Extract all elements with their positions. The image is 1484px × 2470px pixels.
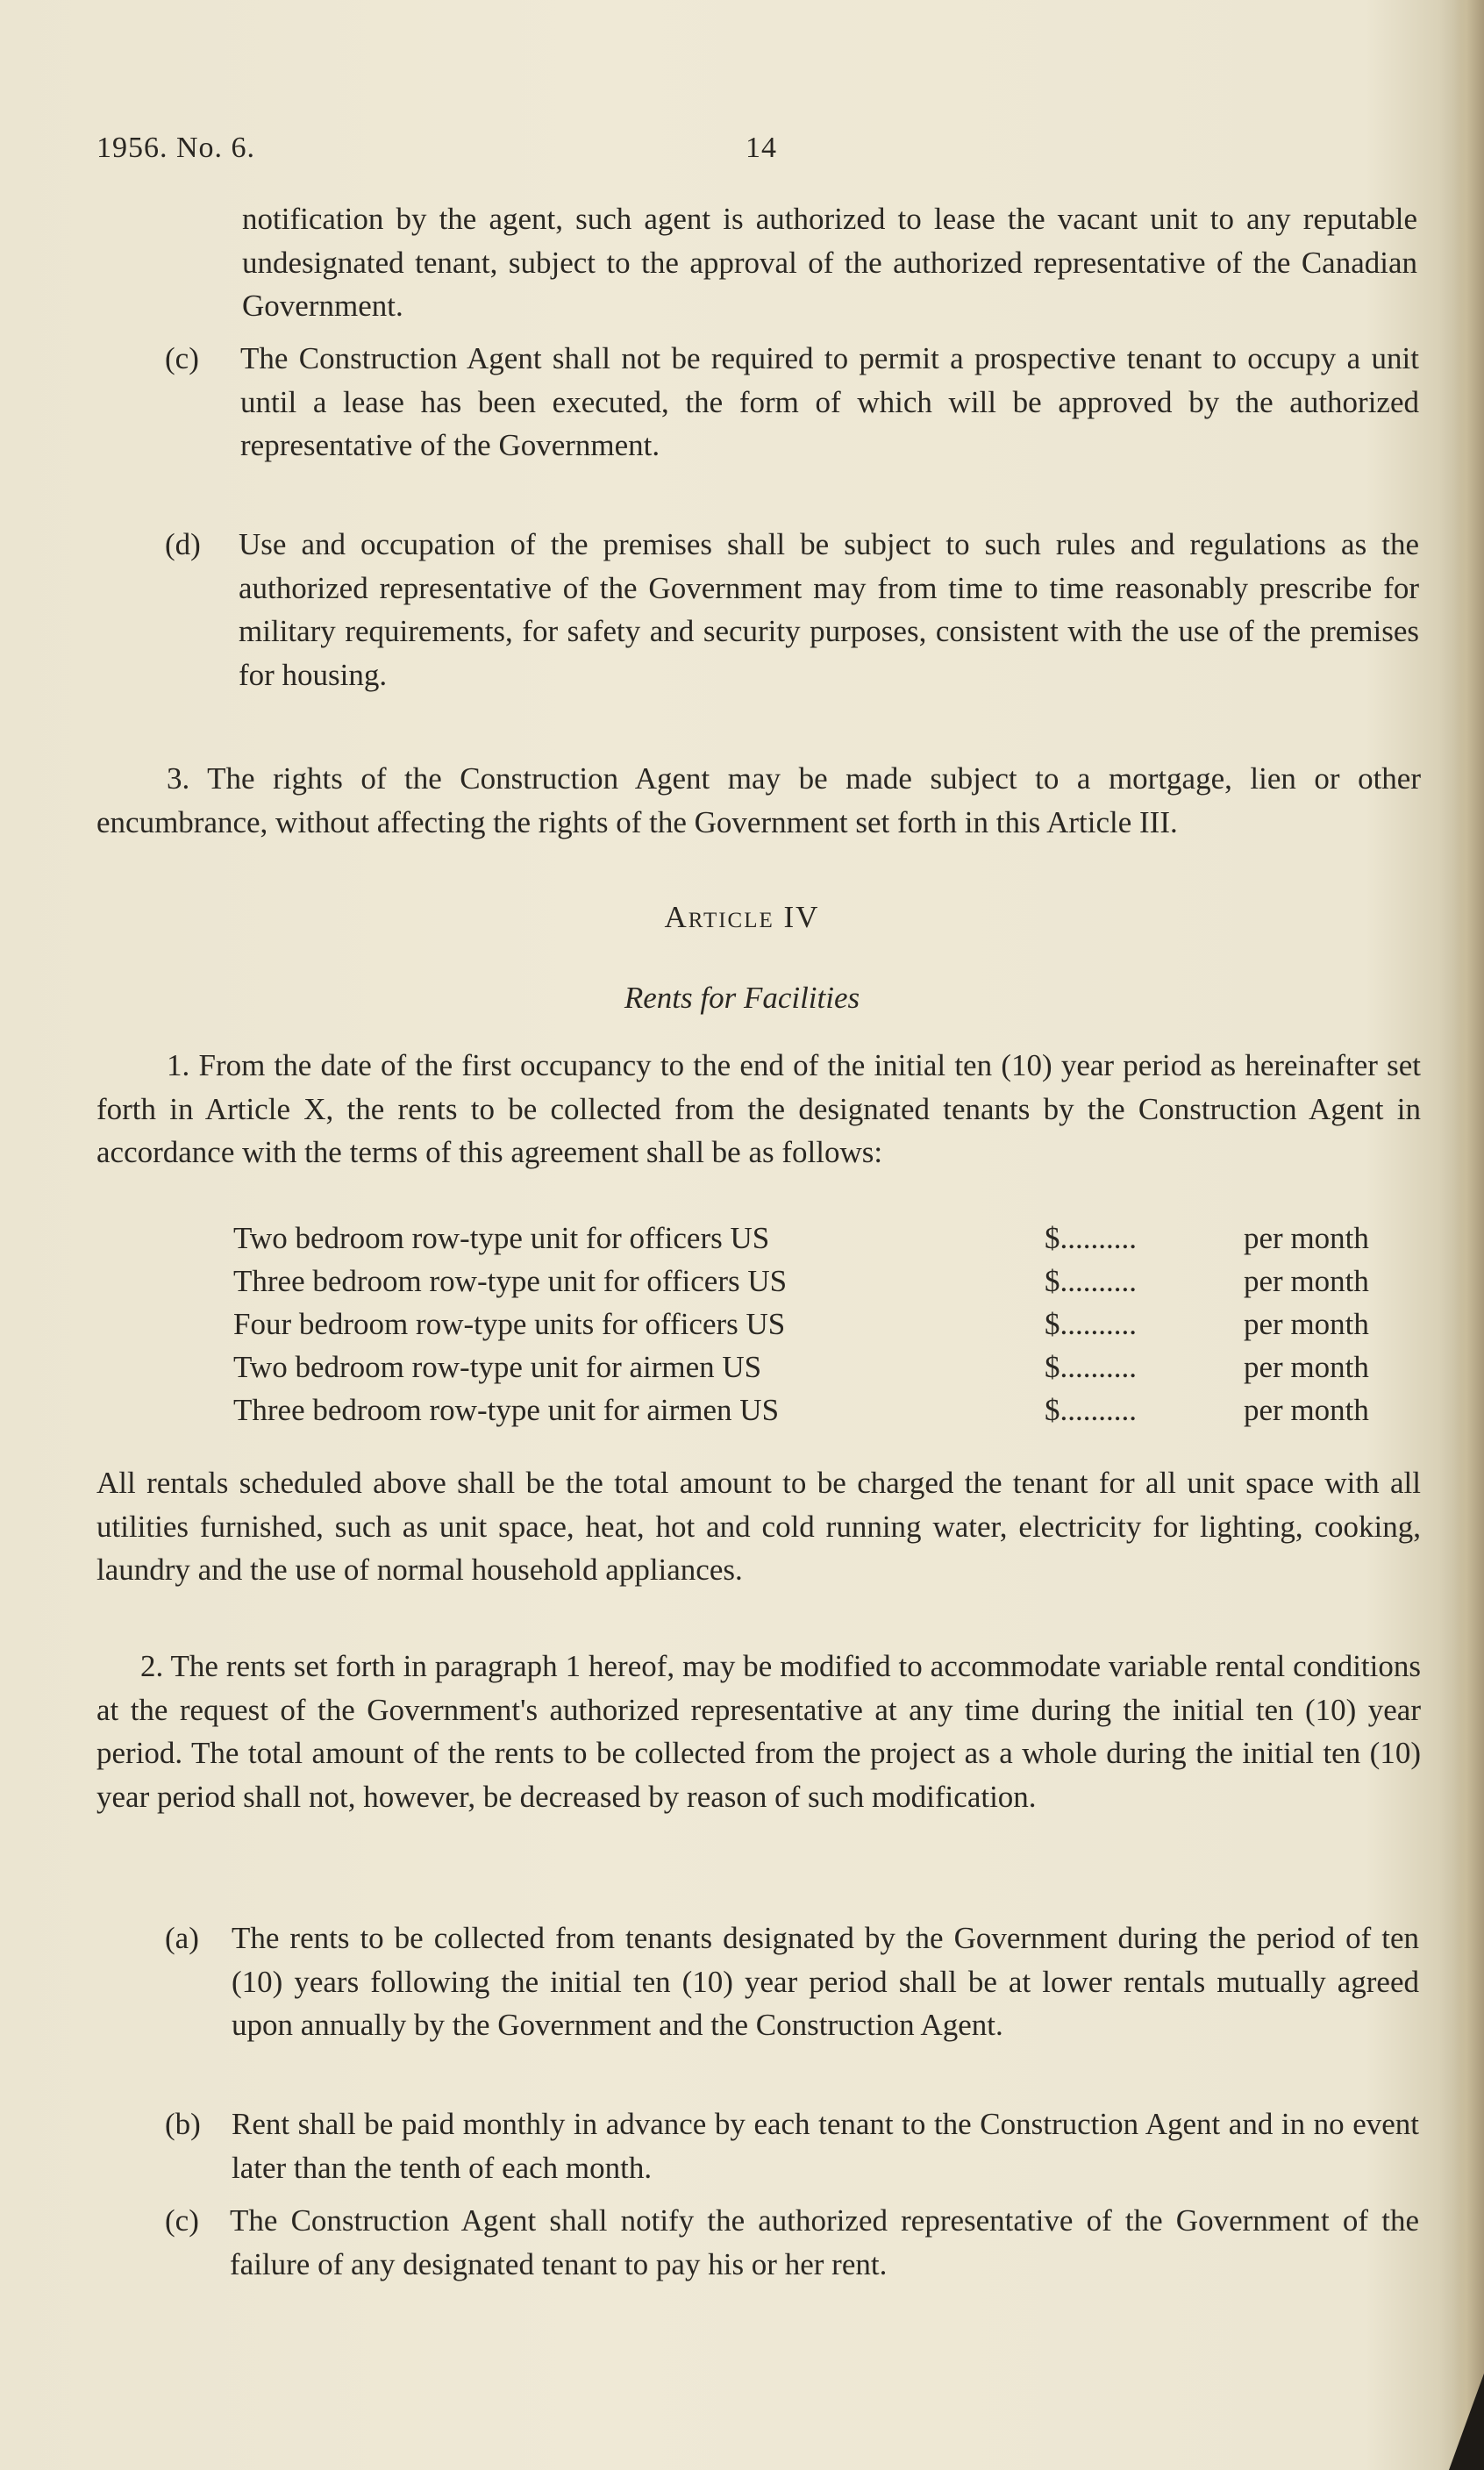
page-binding-edge xyxy=(1454,0,1484,2470)
item-c-label: (c) xyxy=(165,341,199,375)
paragraph-3: 3. The rights of the Construction Agent may be made subject to a mortgage, lien or other encumbrance, without affecting the rights of the Government set forth in this Article III. xyxy=(96,761,1421,839)
item-b-label: (b) xyxy=(165,2107,201,2141)
rent-amount: $.......... xyxy=(1045,1307,1137,1341)
rent-amount: $.......... xyxy=(1045,1264,1137,1298)
rent-row xyxy=(233,1350,1444,1393)
item-b-paragraph: Rent shall be paid monthly in advance by each tenant to the Construction Agent and in no event later than the tenth of each month. xyxy=(232,2107,1419,2185)
rent-row xyxy=(233,1307,1444,1350)
page-number: 14 xyxy=(746,132,777,164)
rentals-note-paragraph: All rentals scheduled above shall be the total amount to be charged the tenant for all unit space with all utilities furnished, such as unit space, heat, hot and cold running water, electricity for lighting, cooking, laundry and the use of normal household appliances. xyxy=(96,1466,1421,1587)
article-heading: Article IV xyxy=(664,900,820,934)
rent-period: per month xyxy=(1244,1350,1369,1384)
rent-unit: Four bedroom row-type units for officers US xyxy=(233,1307,786,1341)
paragraph-2: 2. The rents set forth in paragraph 1 hereof, may be modified to accommodate variable rental conditions at the request of the Government's authorized representative at any time during the initial ten (10) year period. The total amount of the rents to be collected from the project as a whole during the initial ten (10) year period shall not, however, be decreased by reason of such modification. xyxy=(96,1649,1421,1814)
item-a-paragraph: The rents to be collected from tenants designated by the Government during the period of ten (10) years following the initial ten (10) year period shall be at lower rentals mutually agreed upon annually by the Government and the Construction Agent. xyxy=(232,1921,1419,2042)
continuation-paragraph: notification by the agent, such agent is authorized to lease the vacant unit to any reputable undesignated tenant, subject to the approval of the authorized representative of the Canadian Government. xyxy=(242,202,1417,323)
document-reference: 1956. No. 6. xyxy=(96,132,256,164)
rent-amount: $.......... xyxy=(1045,1350,1137,1384)
rent-unit: Two bedroom row-type unit for officers US xyxy=(233,1221,770,1255)
rent-unit: Three bedroom row-type unit for officers US xyxy=(233,1264,788,1298)
item-a-label: (a) xyxy=(165,1921,199,1955)
rent-period: per month xyxy=(1244,1221,1369,1255)
rent-amount: $.......... xyxy=(1045,1393,1137,1427)
rent-period: per month xyxy=(1244,1307,1369,1341)
item-c-paragraph: The Construction Agent shall not be required to permit a prospective tenant to occupy a unit until a lease has been executed, the form of which will be approved by the authorized representative of the Government. xyxy=(240,341,1419,462)
item-c-second-paragraph: The Construction Agent shall notify the authorized representative of the Government of the failure of any designated tenant to pay his or her rent. xyxy=(230,2203,1419,2281)
page-corner-shadow xyxy=(1449,2374,1484,2470)
article-subheading: Rents for Facilities xyxy=(624,981,860,1015)
rent-row xyxy=(233,1221,1444,1264)
rent-row xyxy=(233,1393,1444,1436)
page-header xyxy=(96,132,1412,175)
rent-row xyxy=(233,1264,1444,1307)
rent-amount: $.......... xyxy=(1045,1221,1137,1255)
item-d-paragraph: Use and occupation of the premises shall be subject to such rules and regulations as the authorized representative of the Government may from time to time reasonably prescribe for military requirements, for safety and security purposes, consistent with the use of the premises for housing. xyxy=(239,527,1419,692)
rent-period: per month xyxy=(1244,1393,1369,1427)
paragraph-1: 1. From the date of the first occupancy to the end of the initial ten (10) year period as hereinafter set forth in Article X, the rents to be collected from the designated tenants by the Construction Agent in accordance with the terms of this agreement shall be as follows: xyxy=(96,1048,1421,1169)
rent-unit: Three bedroom row-type unit for airmen US xyxy=(233,1393,780,1427)
item-c-second-label: (c) xyxy=(165,2203,199,2238)
item-d-label: (d) xyxy=(165,527,201,561)
rent-unit: Two bedroom row-type unit for airmen US xyxy=(233,1350,762,1384)
rent-period: per month xyxy=(1244,1264,1369,1298)
